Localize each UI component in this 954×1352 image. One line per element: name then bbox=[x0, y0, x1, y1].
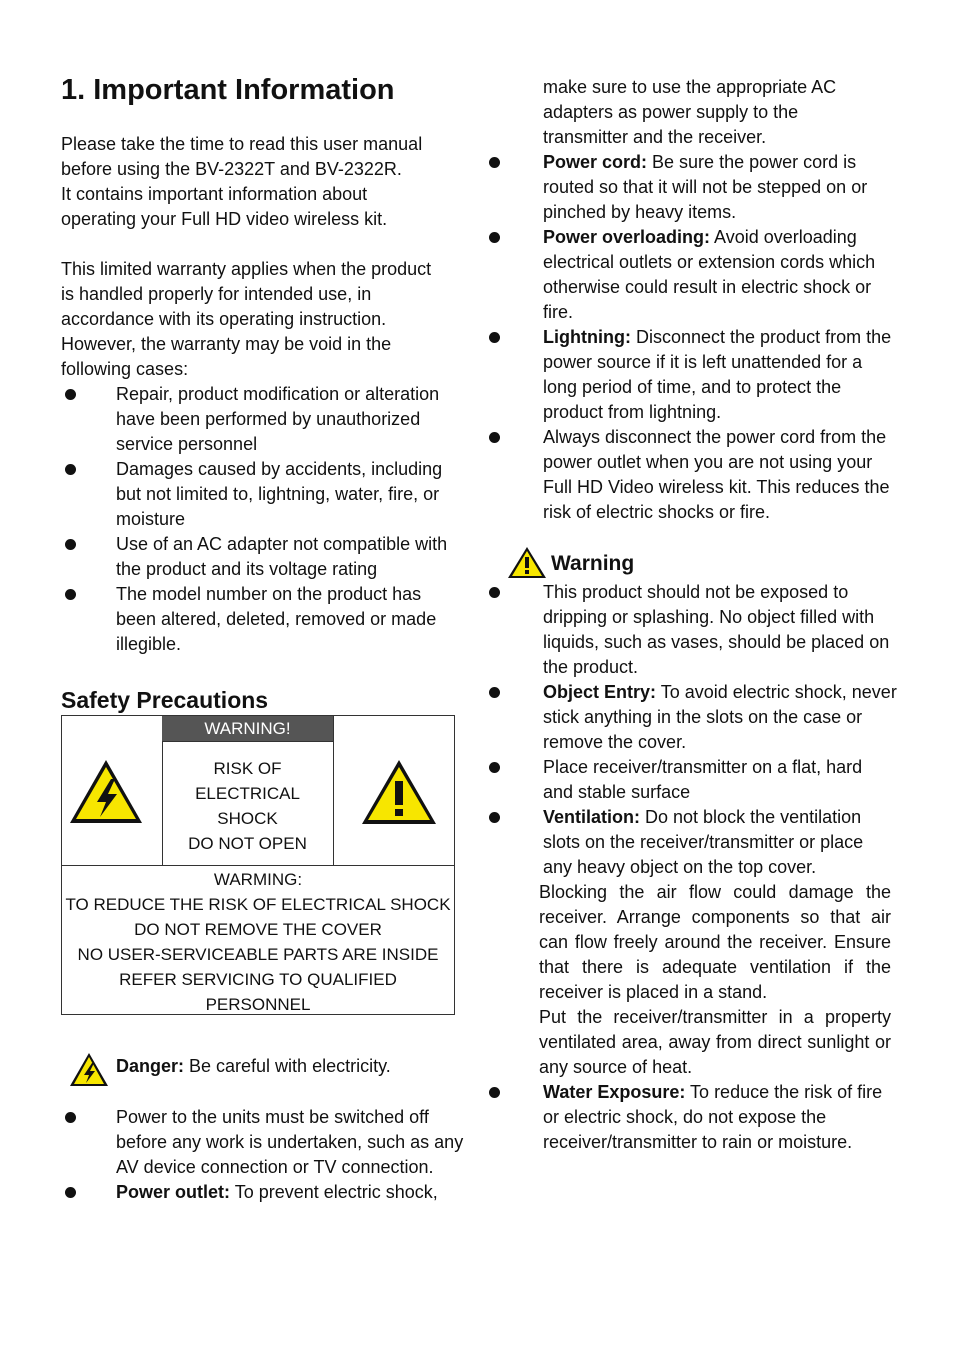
exclamation-warning-icon bbox=[359, 757, 439, 827]
continuation-line: make sure to use the appropriate AC bbox=[543, 77, 837, 97]
warning-footer-line: NO USER-SERVICEABLE PARTS ARE INSIDE bbox=[77, 945, 439, 964]
intro-line: Please take the time to read this user manual bbox=[61, 134, 423, 154]
bullet-icon bbox=[65, 1112, 76, 1123]
bullet-icon bbox=[65, 589, 76, 600]
bullet-icon bbox=[489, 157, 500, 168]
item-label: Power cord: bbox=[543, 152, 648, 172]
warning-body-line: RISK OF bbox=[213, 759, 282, 778]
danger-text bbox=[116, 1054, 391, 1079]
intro-paragraph bbox=[61, 132, 422, 232]
list-item bbox=[487, 805, 897, 880]
warning-table-left-cell bbox=[62, 716, 163, 865]
page-title: 1. Important Information bbox=[61, 74, 395, 106]
danger-description: Be careful with electricity. bbox=[184, 1056, 391, 1076]
intro-line: before using the BV-2322T and BV-2322R. bbox=[61, 159, 402, 179]
warranty-line: However, the warranty may be void in the bbox=[61, 334, 392, 354]
warning-table-body bbox=[162, 742, 333, 856]
list-item-text: To prevent electric shock, bbox=[230, 1182, 438, 1202]
continuation-line: adapters as power supply to the bbox=[543, 102, 799, 122]
warning-table-header: WARNING! bbox=[162, 716, 333, 742]
water-exposure-list bbox=[487, 1080, 897, 1155]
list-item bbox=[487, 425, 897, 525]
list-item-text: This product should not be exposed to dripping or splashing. No object filled with liquids, such as vases, should be placed on the product. bbox=[543, 582, 890, 677]
item-label: Power overloading: bbox=[543, 227, 711, 247]
bullet-icon bbox=[489, 762, 500, 773]
warning-title: Warning bbox=[551, 552, 635, 575]
item-label: Object Entry: bbox=[543, 682, 657, 702]
power-safety-list bbox=[487, 150, 897, 525]
list-item bbox=[61, 1105, 466, 1180]
warning-body-line: SHOCK bbox=[217, 809, 278, 828]
list-item-text: Avoid overloading electrical outlets or extension cords which otherwise could result in electric shock or fire. bbox=[543, 227, 876, 322]
item-label: Lightning: bbox=[543, 327, 631, 347]
bullet-icon bbox=[489, 812, 500, 823]
bullet-icon bbox=[489, 587, 500, 598]
list-item-text: Use of an AC adapter not compatible with the product and its voltage rating bbox=[116, 534, 448, 579]
list-item-text: Damages caused by accidents, including but not limited to, lightning, water, fire, or moisture bbox=[116, 459, 443, 529]
danger-label: Danger: bbox=[116, 1056, 185, 1076]
list-item-text: Be sure the power cord is routed so that it will not be stepped on or pinched by heavy items. bbox=[543, 152, 868, 222]
list-item bbox=[487, 225, 897, 325]
bullet-icon bbox=[65, 539, 76, 550]
list-item-text: The model number on the product has been altered, deleted, removed or made illegible. bbox=[116, 584, 437, 654]
warning-triangle-icon bbox=[507, 546, 547, 580]
warning-footer-line: DO NOT REMOVE THE COVER bbox=[134, 920, 382, 939]
item-label: Power outlet: bbox=[116, 1182, 231, 1202]
list-item-text: Always disconnect the power cord from the power outlet when you are not using your Full HD Video wireless kit. This reduces the risk of electric shocks or fire. bbox=[543, 427, 890, 522]
warning-table-footer bbox=[62, 865, 454, 1017]
list-item bbox=[487, 325, 897, 425]
warning-table-center-cell bbox=[162, 716, 333, 865]
danger-electric-icon bbox=[69, 1052, 109, 1088]
ventilation-note-2: Put the receiver/transmitter in a property ventilated area, away from direct sunlight or any source of heat. bbox=[539, 1007, 891, 1077]
warranty-line: This limited warranty applies when the product bbox=[61, 259, 432, 279]
list-item bbox=[487, 680, 897, 755]
list-item bbox=[487, 1080, 897, 1155]
list-item-text: Repair, product modification or alteration have been performed by unauthorized service personnel bbox=[116, 384, 440, 454]
bullet-icon bbox=[489, 432, 500, 443]
intro-line: operating your Full HD video wireless kit. bbox=[61, 209, 388, 229]
warning-body-line: DO NOT OPEN bbox=[188, 834, 307, 853]
list-item-text: Disconnect the product from the power source if it is left unattended for a long period of time, and to protect the product from lightning. bbox=[543, 327, 892, 422]
item-label: Ventilation: bbox=[543, 807, 641, 827]
warranty-line: accordance with its operating instruction. bbox=[61, 309, 387, 329]
warning-list bbox=[487, 580, 897, 880]
list-item-text: To reduce the risk of fire or electric shock, do not expose the receiver/transmitter to rain or moisture. bbox=[543, 1082, 883, 1152]
warning-footer-line: PERSONNEL bbox=[205, 995, 311, 1014]
bullet-icon bbox=[65, 1187, 76, 1198]
bullet-icon bbox=[65, 464, 76, 475]
electric-safety-list bbox=[61, 1105, 466, 1205]
warning-footer-line: WARMING: bbox=[213, 870, 303, 889]
warranty-line: is handled properly for intended use, in bbox=[61, 284, 372, 304]
warning-table-right-cell bbox=[333, 716, 456, 865]
warranty-paragraph bbox=[61, 257, 431, 382]
bullet-icon bbox=[489, 687, 500, 698]
list-item bbox=[61, 457, 466, 532]
warning-body-line: ELECTRICAL bbox=[195, 784, 300, 803]
warning-footer-line: REFER SERVICING TO QUALIFIED bbox=[119, 970, 397, 989]
bullet-icon bbox=[65, 389, 76, 400]
intro-line: It contains important information about bbox=[61, 184, 368, 204]
list-item bbox=[61, 532, 466, 582]
warranty-cases-list bbox=[61, 382, 466, 657]
list-item bbox=[61, 382, 466, 457]
power-outlet-continuation bbox=[543, 75, 897, 150]
list-item-text: Place receiver/transmitter on a flat, hard and stable surface bbox=[543, 757, 863, 802]
bullet-icon bbox=[489, 1087, 500, 1098]
ventilation-note-1: Blocking the air flow could damage the receiver. Arrange components so that air can flow freely around the receiver. Ensure that there is adequate ventilation if the receiver is placed in a stand. bbox=[539, 882, 891, 1002]
item-label: Water Exposure: bbox=[543, 1082, 686, 1102]
warning-label-table bbox=[61, 715, 455, 1015]
list-item bbox=[487, 150, 897, 225]
list-item-text: Power to the units must be switched off before any work is undertaken, such as any AV device connection or TV connection. bbox=[116, 1107, 464, 1177]
list-item bbox=[61, 582, 466, 657]
list-item bbox=[487, 755, 897, 805]
list-item-text: To avoid electric shock, never stick anything in the slots on the case or remove the cover. bbox=[543, 682, 897, 752]
bullet-icon bbox=[489, 332, 500, 343]
warranty-line: following cases: bbox=[61, 359, 189, 379]
list-item bbox=[487, 580, 897, 680]
bullet-icon bbox=[489, 232, 500, 243]
warning-footer-line: TO REDUCE THE RISK OF ELECTRICAL SHOCK bbox=[65, 895, 451, 914]
electric-shock-icon bbox=[67, 757, 145, 827]
safety-precautions-heading: Safety Precautions bbox=[61, 687, 269, 713]
list-item bbox=[61, 1180, 466, 1205]
list-item-text: Do not block the ventilation slots on the receiver/transmitter or place any heavy object on the top cover. bbox=[543, 807, 864, 877]
continuation-line: transmitter and the receiver. bbox=[543, 127, 767, 147]
